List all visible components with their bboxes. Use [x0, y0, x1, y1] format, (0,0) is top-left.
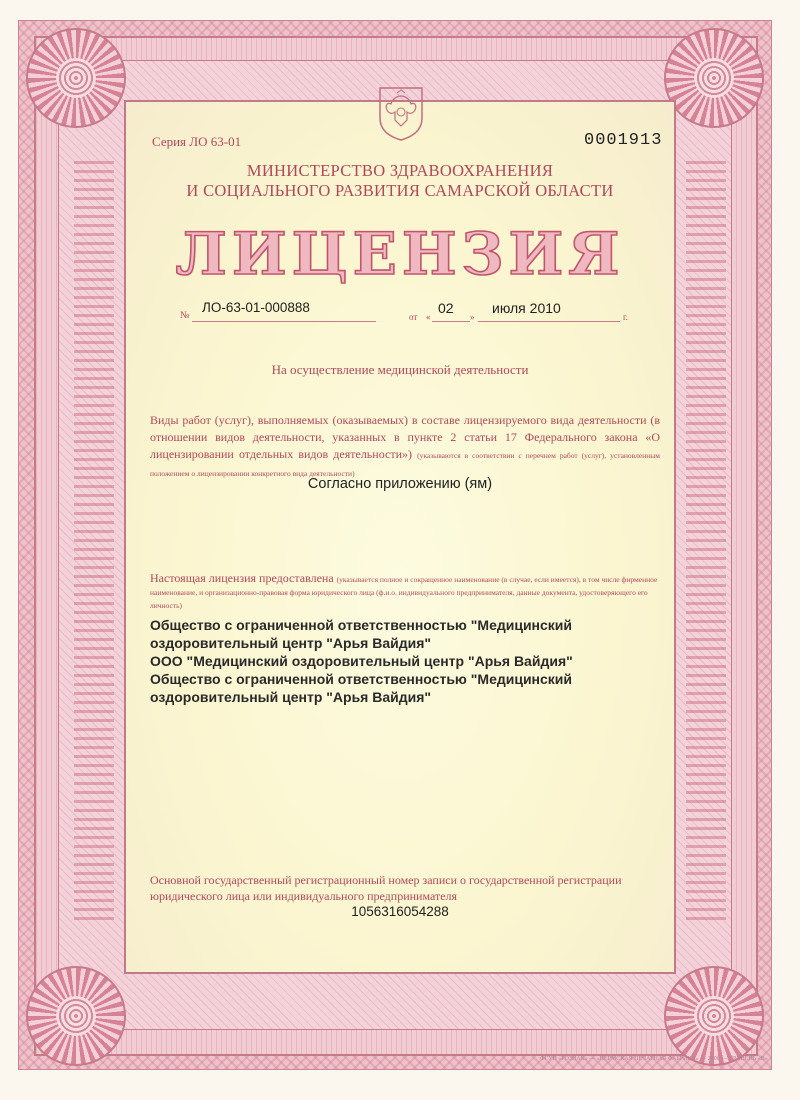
license-number-row [180, 300, 640, 326]
org-line: Общество с ограниченной ответственностью "Медицинский [150, 671, 573, 687]
coat-of-arms-icon [376, 84, 426, 142]
left-ornament-band [74, 160, 114, 920]
grantee-label-text: Настоящая лицензия предоставлена [150, 571, 334, 585]
number-sign-label: № [180, 310, 190, 321]
rosette-bottom-right-icon [664, 966, 764, 1066]
date-from-label: от [409, 312, 418, 322]
grantee-label [150, 572, 660, 611]
works-label [150, 412, 660, 482]
org-line: оздоровительный центр "Арья Вайдия" [150, 689, 432, 705]
series-label: Серия ЛО 63-01 [152, 134, 242, 149]
month-underline [478, 321, 620, 322]
form-number: 0001913 [584, 131, 663, 150]
activity-type: На осуществление медицинской деятельности [271, 362, 529, 377]
document-title: ЛИЦЕНЗИЯ [175, 220, 625, 288]
quote-open: « [426, 312, 431, 322]
ministry-line-2: И СОЦИАЛЬНОГО РАЗВИТИЯ САМАРСКОЙ ОБЛАСТИ [186, 181, 614, 200]
rosette-top-left-icon [26, 28, 126, 128]
works-label-text: Виды работ (услуг), выполняемых (оказываемых) в составе лицензируемого вида деятельности (в отношении видов деятельности, указанных в пункте 2 статьи 17 Федерального закона «О лицензировании отдельных видов деятельности») [150, 413, 660, 461]
rosette-bottom-left-icon [26, 966, 126, 1066]
org-line: оздоровительный центр "Арья Вайдия" [150, 635, 432, 651]
organization-name [150, 616, 630, 706]
license-month-year: июля 2010 [492, 300, 561, 316]
ogrn-value: 1056316054288 [351, 904, 449, 919]
works-note: (указываются в соответствии с перечнем работ (услуг), установленным положением о лицензировании конкретного вида деятельности) [150, 451, 661, 478]
ministry-name [140, 161, 660, 201]
number-underline [192, 321, 376, 322]
org-line: ООО "Медицинский оздоровительный центр "Арья Вайдия" [150, 653, 573, 669]
license-day: 02 [438, 300, 454, 316]
grantee-note: (указывается полное и сокращенное наименование (в случае, если имеется), в том числе фирменное наименование, и организационно-правовая форма юридического лица (ф.и.о. индивидуального предпринимателя, данные документа, удостоверяющего его личность) [150, 575, 658, 610]
ogrn-label: Основной государственный регистрационный номер записи о государственной регистрации юридического лица или индивидуального предпринимателя [150, 873, 622, 903]
quote-close: » [470, 312, 475, 322]
rosette-top-right-icon [664, 28, 764, 128]
right-ornament-band [686, 160, 726, 920]
printer-imprint: ФГУП «ГОЗНАК» — «ПЕРМСКАЯ ПЕЧАТНАЯ ФАБРИКА» — 2008 — УРОВЕНЬ «В» [540, 1056, 768, 1062]
org-line: Общество с ограниченной ответственностью "Медицинский [150, 617, 573, 633]
year-suffix: г. [623, 312, 628, 322]
works-value: Согласно приложению (ям) [307, 476, 493, 492]
license-number: ЛО-63-01-000888 [202, 300, 310, 315]
day-underline [432, 321, 470, 322]
ministry-line-1: МИНИСТЕРСТВО ЗДРАВООХРАНЕНИЯ [246, 161, 554, 180]
